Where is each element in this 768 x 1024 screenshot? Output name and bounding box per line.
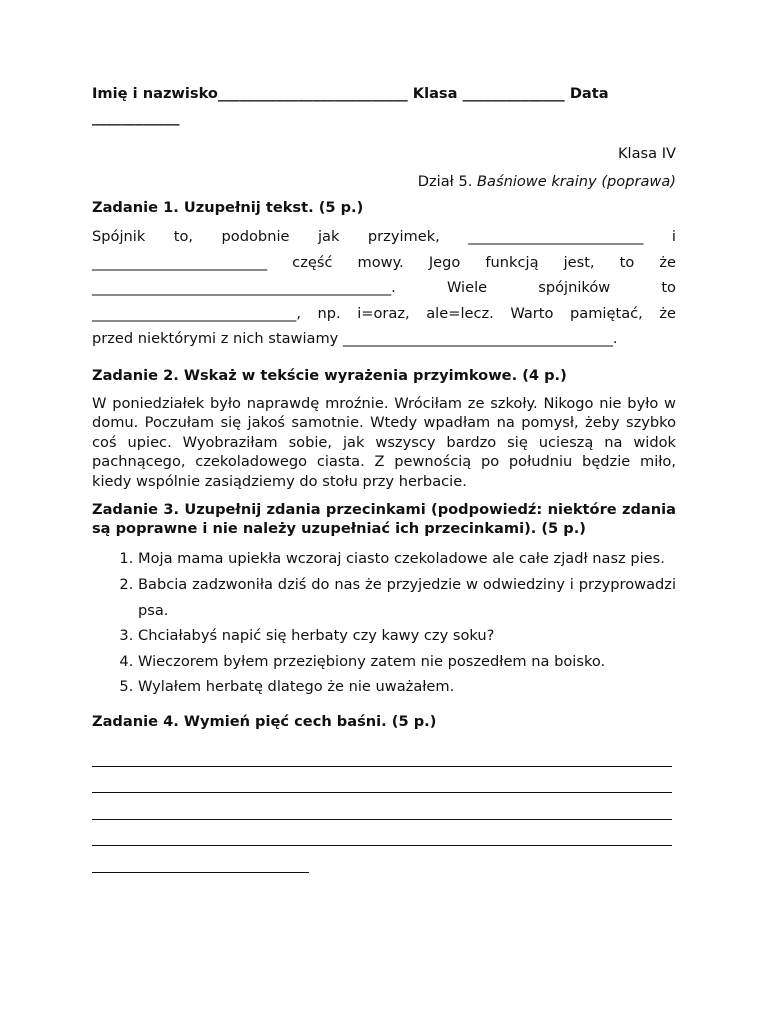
date-blank[interactable]: ____________ bbox=[92, 109, 180, 126]
task3-title: Zadanie 3. Uzupełnij zdania przecinkami (podpowiedź: niektóre zdania są poprawne i nie należy uzupełniać ich przecinkami). (5 p.) bbox=[92, 501, 676, 537]
task1-text bbox=[92, 224, 676, 352]
task1-line: Spójnik to, podobnie jak przyimek, ________________________ i bbox=[92, 228, 676, 245]
task1-line: ________________________ część mowy. Jego funkcją jest, to że bbox=[92, 253, 676, 271]
worksheet-content bbox=[92, 82, 676, 873]
answer-line[interactable] bbox=[92, 820, 672, 847]
task1-title: Zadanie 1. Uzupełnij tekst. (5 p.) bbox=[92, 199, 364, 216]
task2-text: W poniedziałek było naprawdę mroźnie. Wróciłam ze szkoły. Nikogo nie było w domu. Poczułam się jakoś samotnie. Wtedy wpadłam na pomysł, żeby szybko coś upiec. Wyobraziłam sobie, jak wszyscy bardzo się ucieszą na widok pachnącego, czekoladowego ciasta. Z pewnością po południu będzie miło, kiedy wspólnie zasiądziemy do stołu przy herbacie. bbox=[92, 394, 676, 490]
section-title: Baśniowe krainy (poprawa) bbox=[477, 173, 676, 190]
answer-line[interactable] bbox=[92, 846, 309, 873]
task2-title: Zadanie 2. Wskaż w tekście wyrażenia przyimkowe. (4 p.) bbox=[92, 366, 567, 384]
task1-line: _________________________________________. Wiele spójników to bbox=[92, 279, 676, 297]
task3-list bbox=[92, 546, 676, 700]
class-blank[interactable]: ______________ bbox=[462, 85, 565, 102]
name-label: Imię i nazwisko bbox=[92, 85, 218, 102]
task3-item: 1. Moja mama upiekła wczoraj ciasto czekoladowe ale całe zjadł nasz pies. bbox=[138, 546, 676, 572]
name-blank[interactable]: __________________________ bbox=[217, 85, 408, 102]
answer-line[interactable] bbox=[92, 793, 672, 820]
task4-title: Zadanie 4. Wymień pięć cech baśni. (5 p.) bbox=[92, 713, 437, 731]
task3-item: 3. Chciałabyś napić się herbaty czy kawy czy soku? bbox=[138, 623, 676, 649]
task3-item: 2. Babcia zadzwoniła dziś do nas że przyjedzie w odwiedziny i przyprowadzi psa. bbox=[138, 572, 676, 623]
section-heading bbox=[92, 168, 676, 196]
date-label: Data bbox=[569, 85, 609, 102]
answer-line[interactable] bbox=[92, 740, 672, 767]
task4-answer-lines[interactable] bbox=[92, 740, 676, 873]
task1-line: ____________________________, np. i=oraz, ale=lecz. Warto pamiętać, że bbox=[92, 304, 676, 322]
task1-line: przed niektórymi z nich stawiamy _____________________________________. bbox=[92, 330, 618, 348]
task3-item: 4. Wieczorem byłem przeziębiony zatem nie poszedłem na boisko. bbox=[138, 649, 676, 675]
student-header bbox=[92, 82, 676, 130]
answer-line[interactable] bbox=[92, 767, 672, 794]
task3-item: 5. Wylałem herbatę dlatego że nie uważałem. bbox=[138, 674, 676, 700]
class-info: Klasa IV bbox=[617, 145, 676, 162]
class-label: Klasa bbox=[412, 85, 458, 102]
section-prefix: Dział 5. bbox=[417, 173, 478, 190]
